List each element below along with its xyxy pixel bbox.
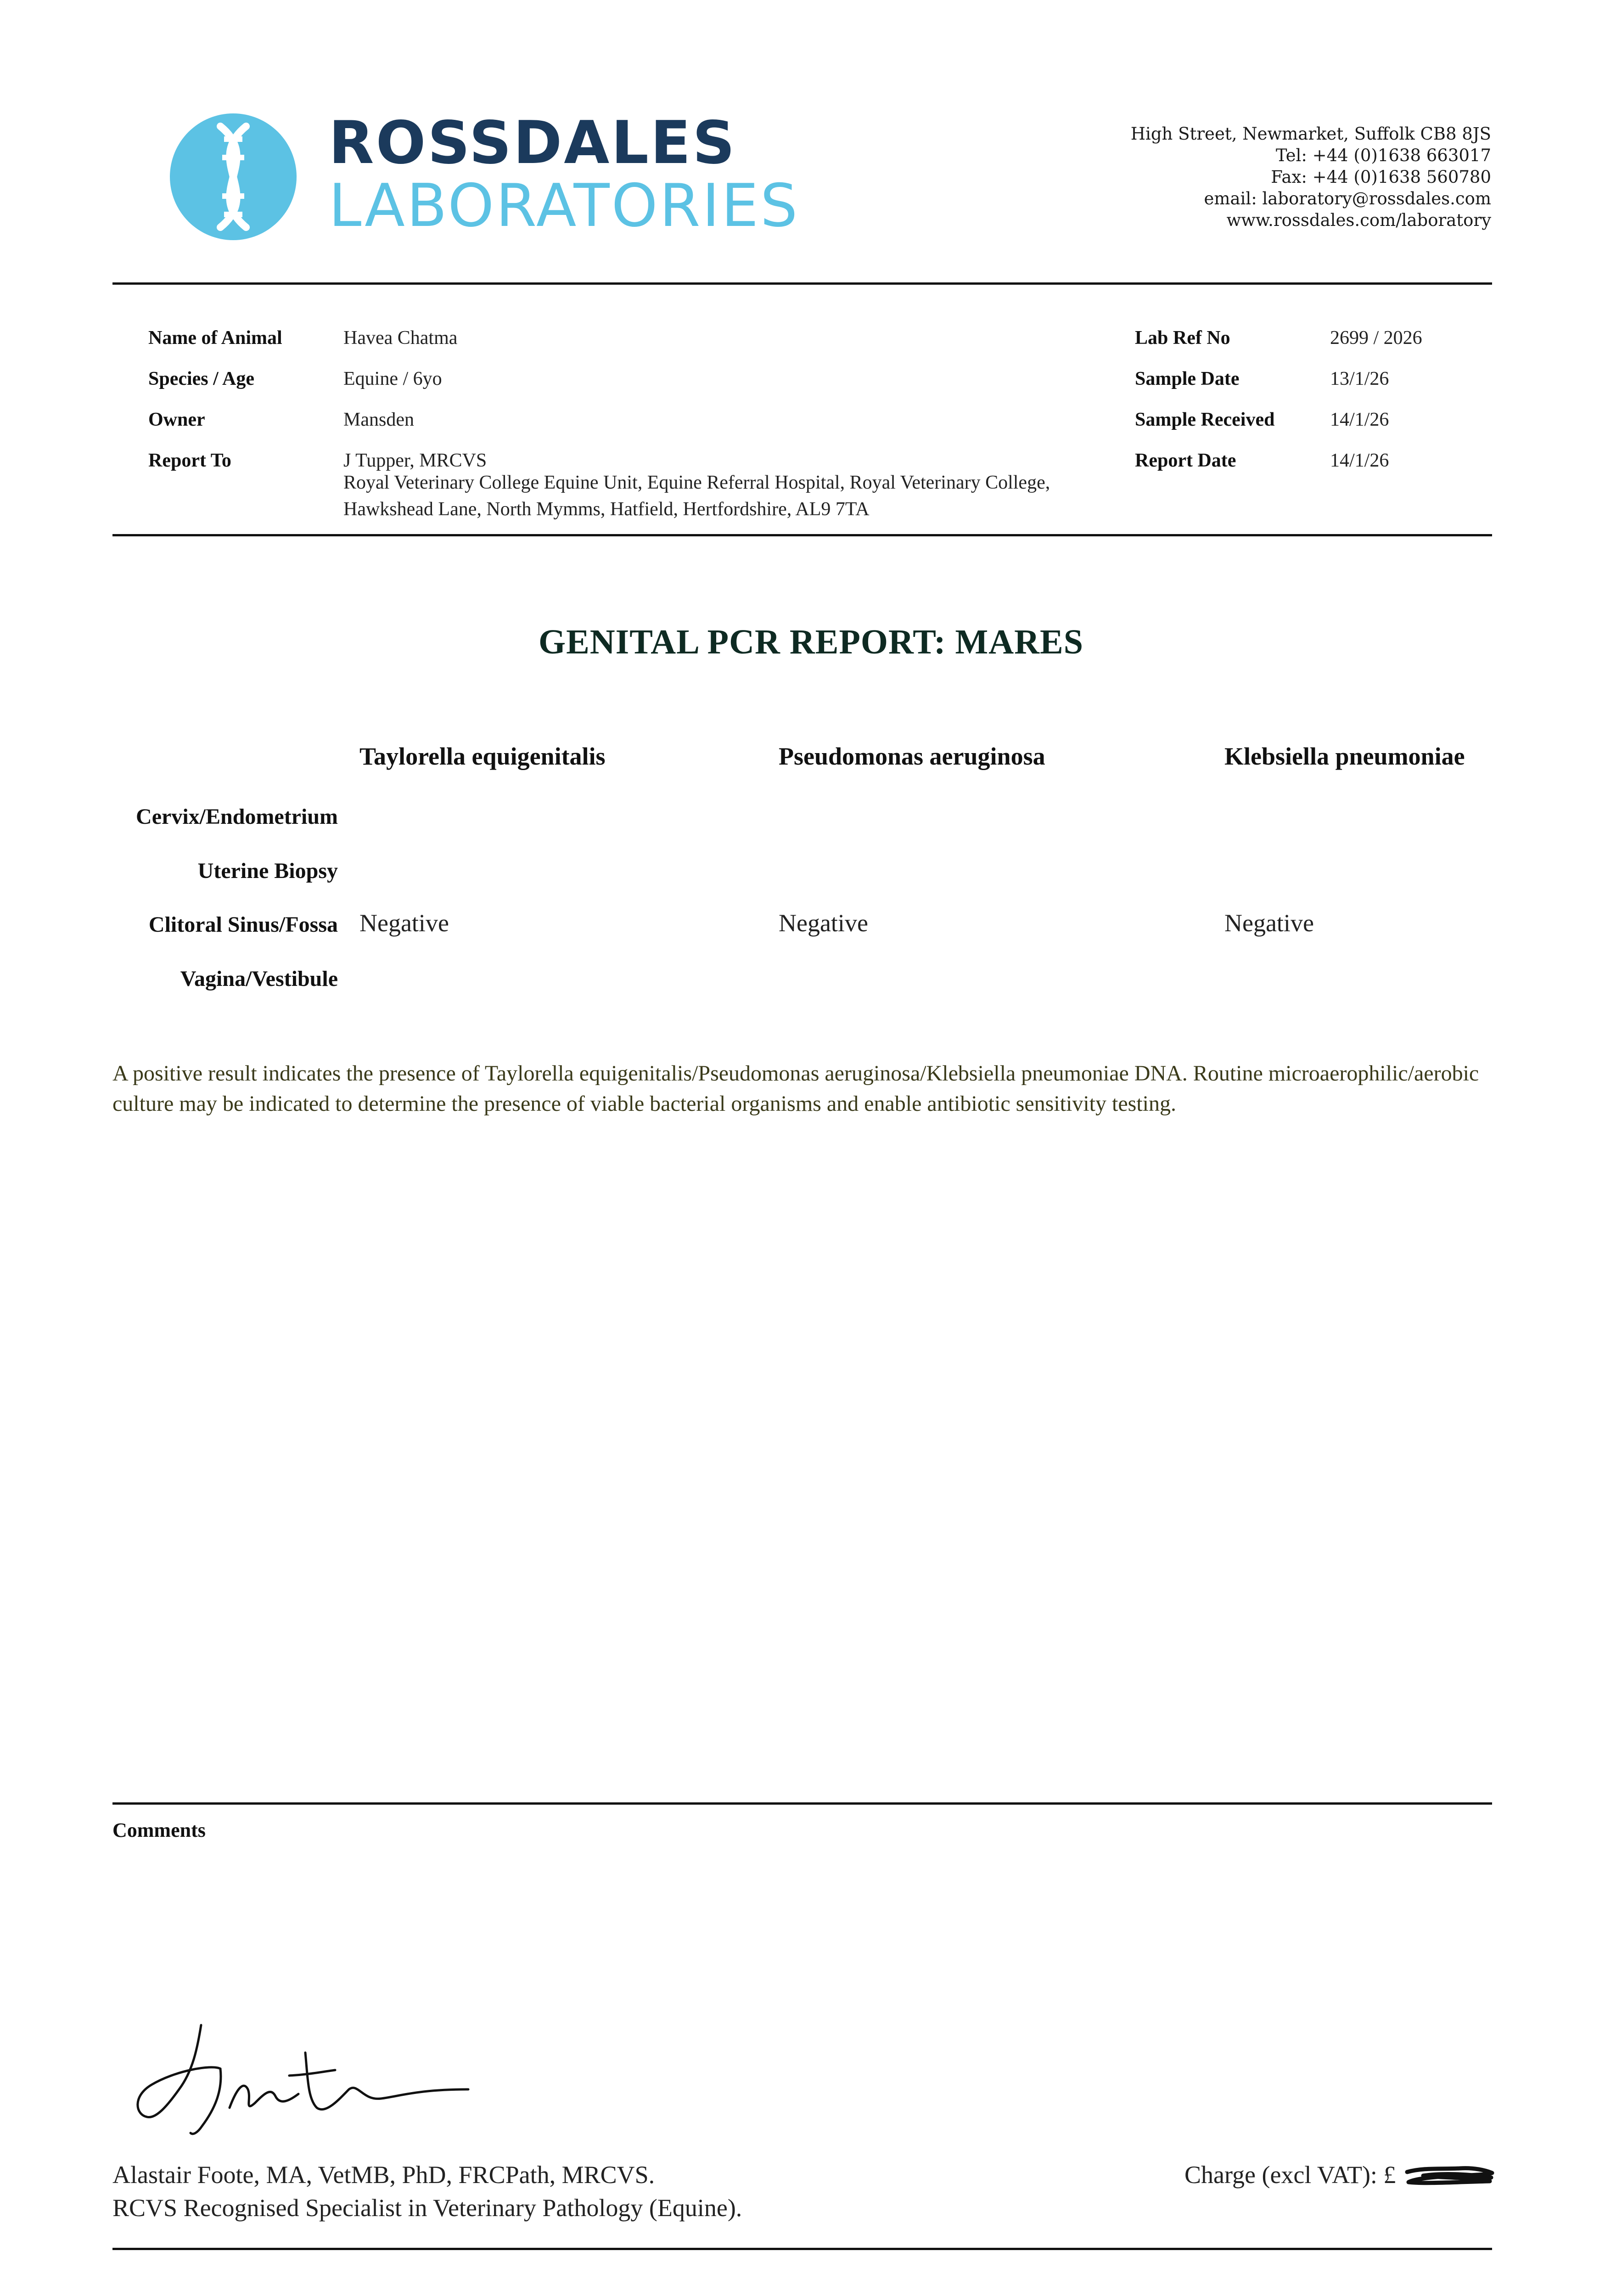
comments-label: Comments bbox=[112, 1819, 206, 1841]
sample-date-value: 13/1/26 bbox=[1330, 368, 1389, 389]
row-label-clitoral-sinus-fossa: Clitoral Sinus/Fossa bbox=[148, 912, 338, 937]
brand-name-line1: ROSSDALES bbox=[329, 109, 737, 177]
sample-received-label: Sample Received bbox=[1135, 409, 1275, 430]
divider-comments bbox=[112, 1802, 1492, 1805]
sample-received-value: 14/1/26 bbox=[1330, 409, 1389, 430]
signatory-name: Alastair Foote, MA, VetMB, PhD, FRCPath, MRCVS. bbox=[112, 2161, 655, 2189]
divider-top bbox=[112, 282, 1492, 285]
row-label-cervix-endometrium: Cervix/Endometrium bbox=[136, 805, 338, 829]
owner-label: Owner bbox=[148, 409, 205, 430]
result-clitoral-taylorella: Negative bbox=[359, 909, 449, 937]
column-header-klebsiella: Klebsiella pneumoniae bbox=[1224, 743, 1465, 770]
divider-info bbox=[112, 534, 1492, 536]
address-tel: Tel: +44 (0)1638 663017 bbox=[1275, 146, 1491, 165]
lab-ref-label: Lab Ref No bbox=[1135, 327, 1230, 349]
column-header-taylorella: Taylorella equigenitalis bbox=[359, 743, 606, 770]
report-to-address: Royal Veterinary College Equine Unit, Equine Referral Hospital, Royal Veterinary College, Hawkshead Lane, North Mymms, Hatfield, Hertfordshire, AL9 7TA bbox=[343, 472, 1050, 520]
address-website: www.rossdales.com/laboratory bbox=[1226, 210, 1491, 230]
result-clitoral-klebsiella: Negative bbox=[1224, 909, 1314, 937]
column-header-pseudomonas: Pseudomonas aeruginosa bbox=[779, 743, 1045, 770]
rossdales-dna-logo bbox=[169, 113, 297, 241]
row-label-uterine-biopsy: Uterine Biopsy bbox=[197, 859, 338, 883]
report-date-label: Report Date bbox=[1135, 450, 1236, 471]
species-age-value: Equine / 6yo bbox=[343, 368, 442, 389]
address-street: High Street, Newmarket, Suffolk CB8 8JS bbox=[1130, 124, 1491, 144]
row-label-vagina-vestibule: Vagina/Vestibule bbox=[180, 967, 338, 991]
signatory-block bbox=[112, 2158, 742, 2224]
lab-address-block bbox=[1131, 123, 1491, 231]
report-to-name: J Tupper, MRCVS bbox=[343, 450, 487, 471]
address-email: email: laboratory@rossdales.com bbox=[1204, 189, 1491, 208]
signatory-title: RCVS Recognised Specialist in Veterinary Pathology (Equine). bbox=[112, 2194, 742, 2222]
name-of-animal-value: Havea Chatma bbox=[343, 327, 458, 349]
redacted-charge-scribble bbox=[1405, 2164, 1494, 2187]
owner-value: Mansden bbox=[343, 409, 414, 430]
report-to-label: Report To bbox=[148, 450, 231, 471]
species-age-label: Species / Age bbox=[148, 368, 254, 389]
sample-date-label: Sample Date bbox=[1135, 368, 1240, 389]
charge-label: Charge (excl VAT): £ bbox=[1184, 2161, 1396, 2189]
interpretation-note: A positive result indicates the presence of Taylorella equigenitalis/Pseudomonas aeruginosa/Klebsiella pneumoniae DNA. Routine microaerophilic/aerobic culture may be indicated to determine the presence of viable bacterial organisms and enable antibiotic sensitivity testing. bbox=[112, 1061, 1479, 1116]
name-of-animal-label: Name of Animal bbox=[148, 327, 282, 349]
divider-bottom bbox=[112, 2248, 1492, 2250]
handwritten-signature bbox=[124, 2020, 473, 2144]
address-fax: Fax: +44 (0)1638 560780 bbox=[1271, 167, 1491, 187]
report-date-value: 14/1/26 bbox=[1330, 450, 1389, 471]
brand-name-line2: LABORATORIES bbox=[329, 172, 800, 240]
result-clitoral-pseudomonas: Negative bbox=[779, 909, 868, 937]
report-title: GENITAL PCR REPORT: MARES bbox=[538, 623, 1084, 661]
lab-ref-value: 2699 / 2026 bbox=[1330, 327, 1422, 349]
